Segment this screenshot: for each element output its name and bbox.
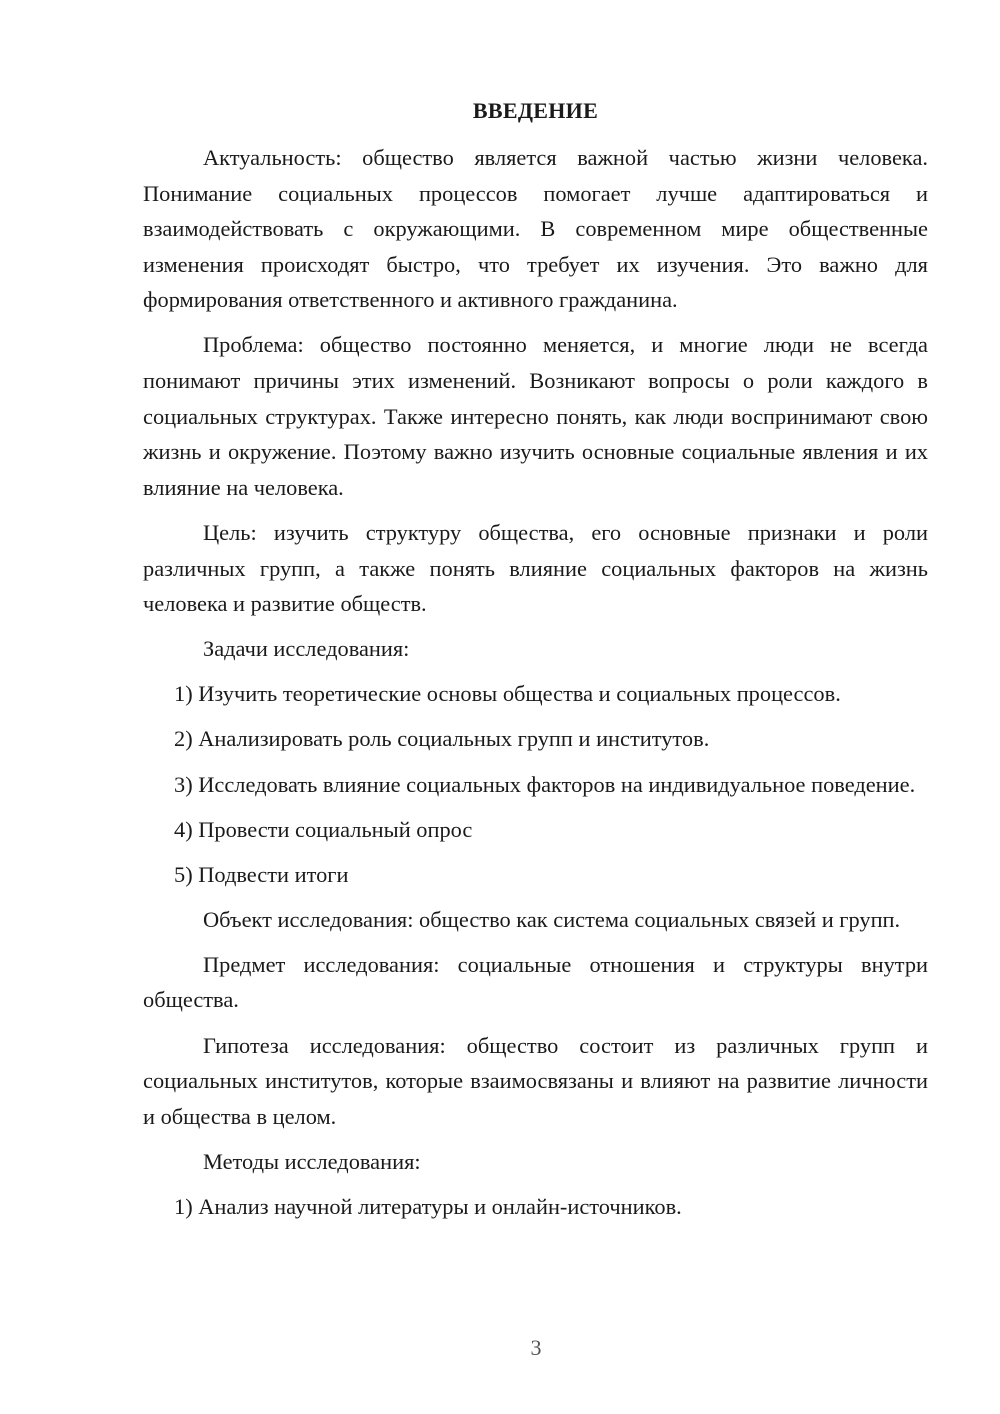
goal-paragraph: Цель: изучить структуру общества, его основные признаки и роли различных групп, а также понять влияние социальных факторов на жизнь человека и развитие обществ.	[143, 519, 928, 617]
relevance-paragraph: Актуальность: общество является важной частью жизни человека. Понимание социальных процессов помогает лучше адаптироваться и взаимодействовать с окружающими. В современном мире общественные изменения происходят быстро, что требует их изучения. Это важно для формирования ответственного и активного гражданина.	[143, 145, 928, 313]
task-item: 1) Изучить теоретические основы общества и социальных процессов.	[174, 681, 841, 707]
tasks-heading: Задачи исследования:	[203, 636, 410, 662]
section-title: ВВЕДЕНИЕ	[472, 98, 599, 123]
task-item: 5) Подвести итоги	[174, 861, 349, 887]
document-body	[143, 140, 928, 1234]
hypothesis-paragraph: Гипотеза исследования: общество состоит из различных групп и социальных институтов, которые взаимосвязаны и влияют на развитие личности и общества в целом.	[143, 1032, 928, 1129]
object-paragraph: Объект исследования: общество как система социальных связей и групп.	[203, 906, 901, 932]
method-item: 1) Анализ научной литературы и онлайн-источников.	[174, 1193, 682, 1219]
methods-heading: Методы исследования:	[203, 1148, 421, 1174]
subject-paragraph: Предмет исследования: социальные отношения и структуры внутри общества.	[143, 951, 928, 1013]
page-number: 3	[530, 1335, 542, 1360]
tasks-list	[143, 676, 928, 892]
task-item: 2) Анализировать роль социальных групп и институтов.	[174, 726, 710, 752]
task-item: 4) Провести социальный опрос	[174, 816, 473, 842]
task-item: 3) Исследовать влияние социальных факторов на индивидуальное поведение.	[174, 771, 916, 797]
problem-paragraph: Проблема: общество постоянно меняется, и многие люди не всегда понимают причины этих изменений. Возникают вопросы о роли каждого в социальных структурах. Также интересно понять, как люди воспринимают свою жизнь и окружение. Поэтому важно изучить основные социальные явления и их влияние на человека.	[143, 332, 928, 500]
methods-list	[143, 1189, 928, 1225]
